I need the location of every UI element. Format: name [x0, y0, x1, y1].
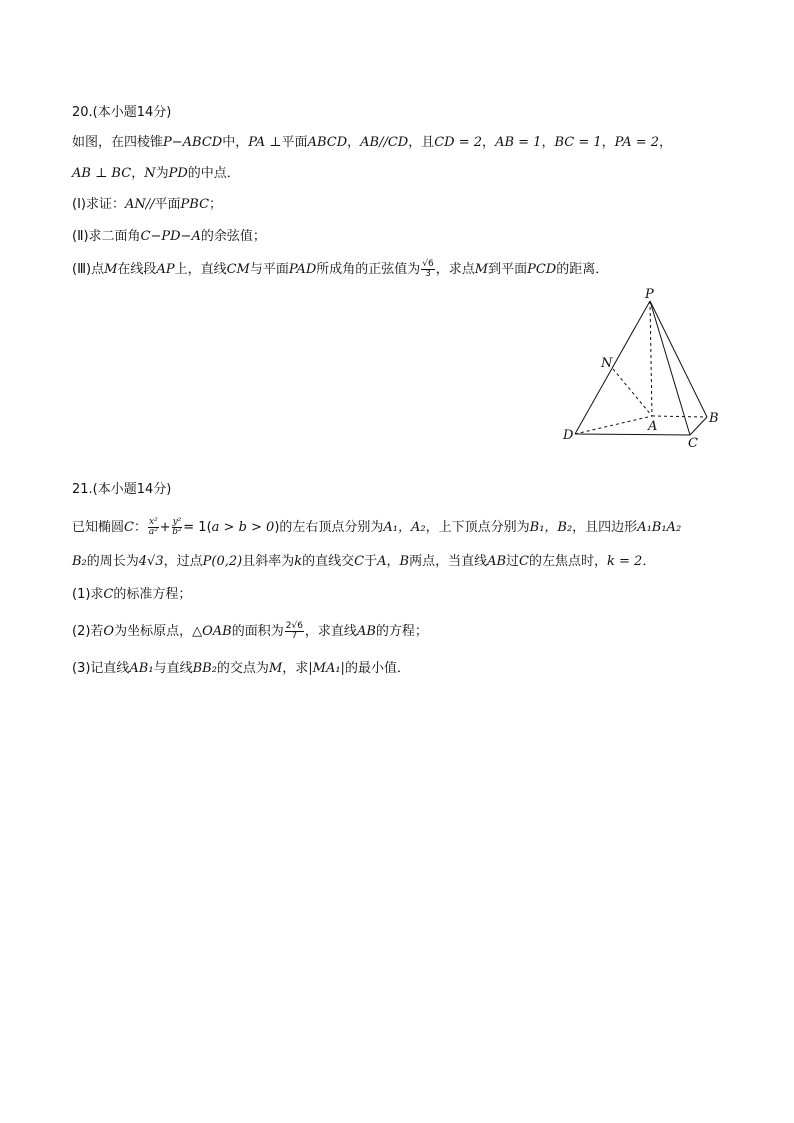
q21-part2: (2)若O为坐标原点，△OAB的面积为 $\frac{2√6}{7}$ ，求直线AB的方程； — [72, 621, 428, 641]
label-b: B — [709, 411, 719, 426]
fraction-y2-over-b2: $\frac{\text{y²}}{\text{b²}}$ — [172, 517, 182, 537]
edge-pa — [650, 301, 652, 416]
label-c: C — [688, 436, 698, 451]
edge-cb — [690, 417, 707, 435]
q21-stem-line1: 已知椭圆C： $\frac{\text{x²}}{\text{a²}}$ + $\frac{\text{y²}}{\text{b²}}$ = 1(a > b > 0)的左右顶点分别为A₁，A₂，上下顶点分别为B₁，B₂，且四边形A₁B₁A₂ — [72, 517, 682, 537]
q20-part1: (Ⅰ)求证：AN//平面PBC； — [72, 197, 223, 212]
q21-header: 21.(本小题14分) — [72, 482, 172, 497]
q21-stem-line2: B₂的周长为4√3，过点P(0,2)且斜率为k的直线交C于A，B两点，当直线AB过C的左焦点时，k = 2． — [72, 554, 656, 569]
pyramid-figure — [555, 285, 735, 455]
label-a: A — [648, 419, 658, 434]
fraction-x2-over-a2: $\frac{\text{x²}}{\text{a²}}$ — [148, 517, 158, 537]
edge-pd — [575, 301, 650, 434]
edge-pc — [650, 301, 690, 435]
edge-pb — [650, 301, 707, 417]
q20-stem-line2: AB ⊥ BC，N为PD的中点． — [72, 166, 240, 181]
edge-da — [575, 416, 652, 434]
edge-ab — [652, 416, 707, 417]
edge-na — [613, 369, 652, 416]
q20-stem-line1: 如图，在四棱锥P−ABCD中，PA ⊥平面ABCD，AB//CD，且CD = 2，AB = 1，BC = 1，PA = 2， — [72, 135, 673, 150]
label-d: D — [563, 428, 574, 443]
q20-header: 20.(本小题14分) — [72, 105, 172, 120]
fraction-2sqrt6-over-7: $\frac{2√6}{7}$ — [285, 621, 303, 641]
fraction-sqrt6-over-3: $\frac{√6}{3}$ — [422, 259, 434, 279]
q21-part3: (3)记直线AB₁与直线BB₂的交点为M，求|MA₁|的最小值． — [72, 661, 410, 676]
label-p: P — [645, 287, 654, 302]
q20-part3: (Ⅲ)点M在线段AP上，直线CM与平面PAD所成角的正弦值为 $\frac{√6}{3}$ ，求点M到平面PCD的距离． — [72, 259, 609, 279]
q21-part1: (1)求C的标准方程； — [72, 587, 192, 602]
label-n: N — [601, 356, 613, 371]
q20-part2: (Ⅱ)求二面角C−PD−A的余弦值； — [72, 229, 266, 244]
edge-dc — [575, 434, 690, 435]
